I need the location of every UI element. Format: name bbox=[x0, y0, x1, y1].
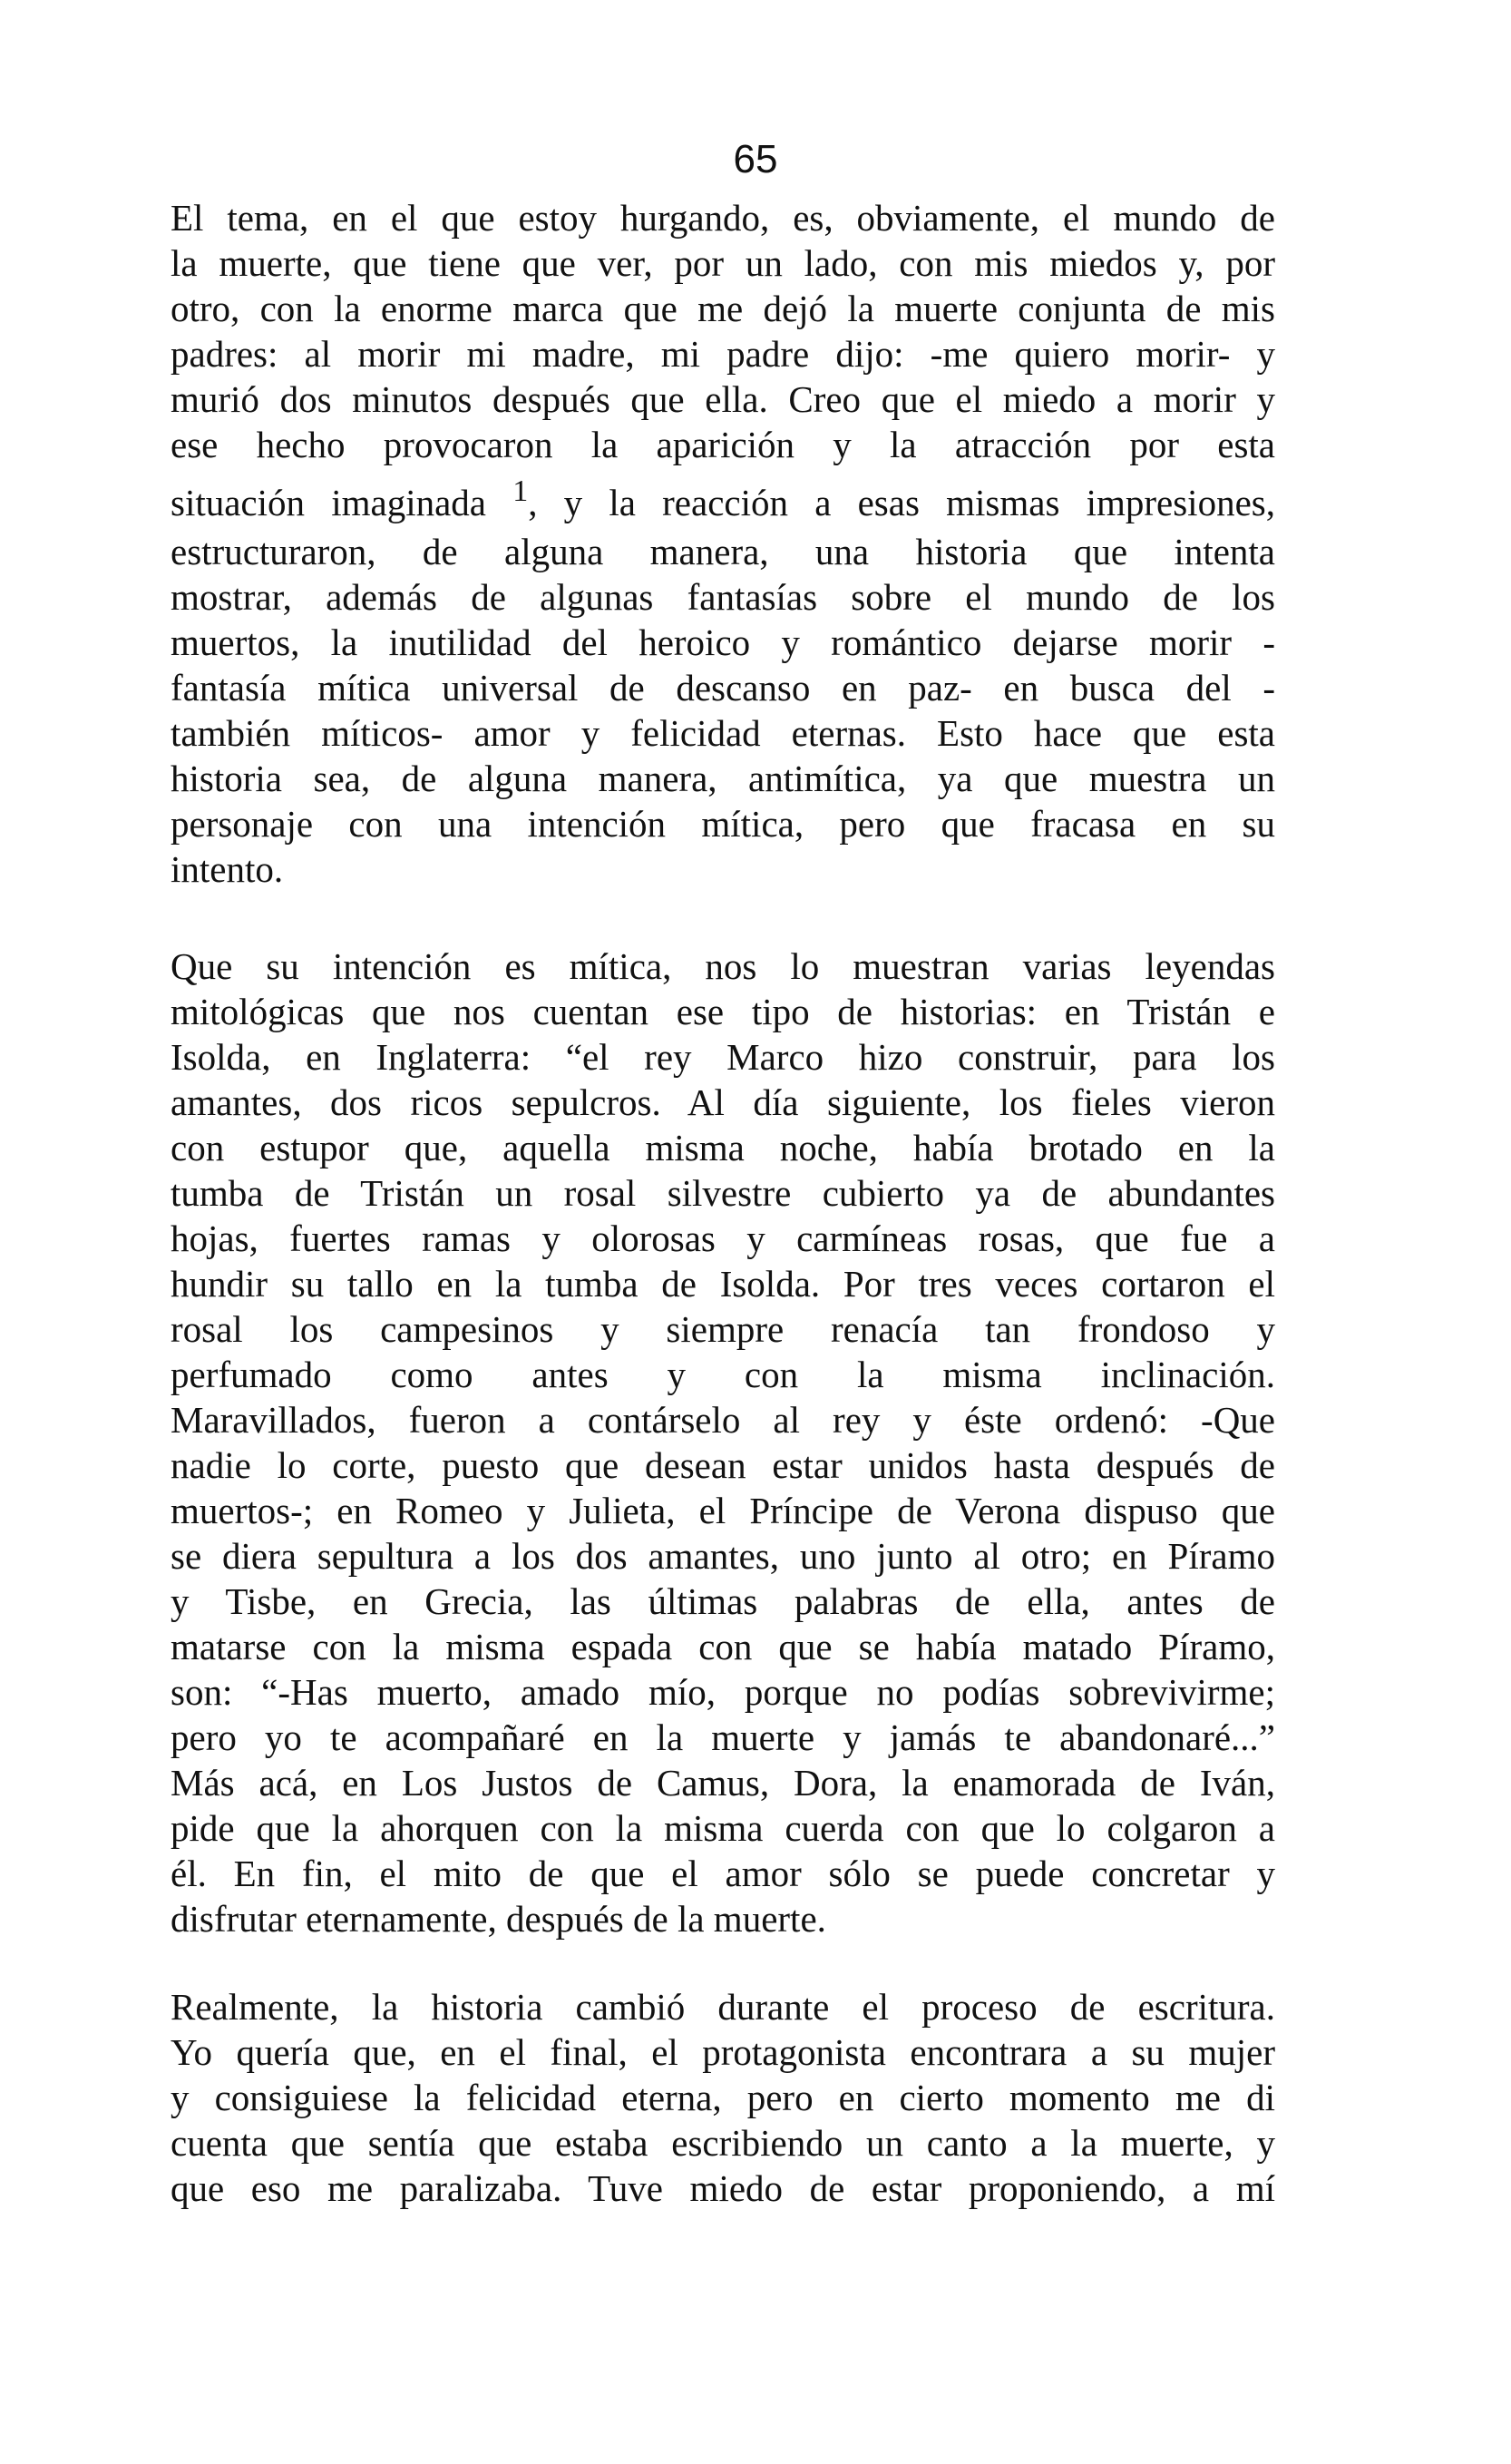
text-line: ese hecho provocaron la aparición y la atracción por esta bbox=[171, 424, 1275, 465]
text-line: matarse con la misma espada con que se había matado Píramo, bbox=[171, 1626, 1275, 1667]
text-line: rosal los campesinos y siempre renacía tan frondoso y bbox=[171, 1308, 1275, 1350]
text-line: él. En fin, el mito de que el amor sólo se puede concretar y bbox=[171, 1853, 1275, 1894]
text-line: El tema, en el que estoy hurgando, es, obviamente, el mundo de bbox=[171, 197, 1275, 239]
text-line: cuenta que sentía que estaba escribiendo un canto a la muerte, y bbox=[171, 2122, 1275, 2164]
text-line: también míticos- amor y felicidad eternas. Esto hace que esta bbox=[171, 712, 1275, 754]
text-line: y Tisbe, en Grecia, las últimas palabras de ella, antes de bbox=[171, 1580, 1275, 1622]
text-fragment: , y la reacción a esas mismas impresiones, bbox=[528, 482, 1275, 523]
text-line: Yo quería que, en el final, el protagonista encontrara a su mujer bbox=[171, 2031, 1275, 2073]
text-line: y consiguiese la felicidad eterna, pero en cierto momento me di bbox=[171, 2077, 1275, 2118]
text-line: son: “-Has muerto, amado mío, porque no podías sobrevivirme; bbox=[171, 1671, 1275, 1713]
text-line: mostrar, además de algunas fantasías sobre el mundo de los bbox=[171, 576, 1275, 618]
text-line: Maravillados, fueron a contárselo al rey y éste ordenó: -Que bbox=[171, 1399, 1275, 1441]
text-line: que eso me paralizaba. Tuve miedo de estar proponiendo, a mí bbox=[171, 2167, 1275, 2209]
text-line: historia sea, de alguna manera, antimítica, ya que muestra un bbox=[171, 758, 1275, 799]
footnote-marker: 1 bbox=[512, 474, 529, 508]
text-line: intento. bbox=[171, 848, 284, 890]
text-line: la muerte, que tiene que ver, por un lado, con mis miedos y, por bbox=[171, 242, 1275, 284]
text-line: hundir su tallo en la tumba de Isolda. Por tres veces cortaron el bbox=[171, 1263, 1275, 1305]
text-line: padres: al morir mi madre, mi padre dijo: -me quiero morir- y bbox=[171, 333, 1275, 375]
text-line: otro, con la enorme marca que me dejó la muerte conjunta de mis bbox=[171, 288, 1275, 329]
text-line: Realmente, la historia cambió durante el proceso de escritura. bbox=[171, 1986, 1275, 2028]
paragraph-3 bbox=[171, 1984, 1275, 2211]
text-line: se diera sepultura a los dos amantes, uno junto al otro; en Píramo bbox=[171, 1535, 1275, 1577]
text-line: murió dos minutos después que ella. Creo que el miedo a morir y bbox=[171, 378, 1275, 420]
text-line: nadie lo corte, puesto que desean estar unidos hasta después de bbox=[171, 1444, 1275, 1486]
text-line: disfrutar eternamente, después de la muerte. bbox=[171, 1898, 826, 1940]
text-line: Más acá, en Los Justos de Camus, Dora, la enamorada de Iván, bbox=[171, 1762, 1275, 1804]
text-line: estructuraron, de alguna manera, una historia que intenta bbox=[171, 531, 1275, 572]
text-line: hojas, fuertes ramas y olorosas y carmíneas rosas, que fue a bbox=[171, 1217, 1275, 1259]
paragraph-1 bbox=[171, 195, 1275, 892]
text-fragment: situación imaginada bbox=[171, 482, 513, 523]
text-line: Isolda, en Inglaterra: “el rey Marco hizo construir, para los bbox=[171, 1036, 1275, 1078]
paragraph-2 bbox=[171, 944, 1275, 1941]
text-line: muertos-; en Romeo y Julieta, el Príncipe de Verona dispuso que bbox=[171, 1490, 1275, 1531]
text-line: fantasía mítica universal de descanso en paz- en busca del - bbox=[171, 667, 1275, 709]
text-line: mitológicas que nos cuentan ese tipo de historias: en Tristán e bbox=[171, 991, 1275, 1032]
text-line: muertos, la inutilidad del heroico y romántico dejarse morir - bbox=[171, 621, 1275, 663]
text-line: personaje con una intención mítica, pero que fracasa en su bbox=[171, 803, 1275, 845]
text-line: perfumado como antes y con la misma inclinación. bbox=[171, 1354, 1275, 1395]
text-line: con estupor que, aquella misma noche, había brotado en la bbox=[171, 1127, 1275, 1168]
page-number: 65 bbox=[733, 137, 778, 181]
text-line: tumba de Tristán un rosal silvestre cubierto ya de abundantes bbox=[171, 1172, 1275, 1214]
text-line: pide que la ahorquen con la misma cuerda con que lo colgaron a bbox=[171, 1807, 1275, 1849]
text-line: amantes, dos ricos sepulcros. Al día siguiente, los fieles vieron bbox=[171, 1081, 1275, 1123]
text-line: pero yo te acompañaré en la muerte y jamás te abandonaré...” bbox=[171, 1716, 1275, 1758]
text-line: Que su intención es mítica, nos lo muestran varias leyendas bbox=[171, 945, 1275, 987]
text-line-with-footnote bbox=[171, 474, 1275, 529]
